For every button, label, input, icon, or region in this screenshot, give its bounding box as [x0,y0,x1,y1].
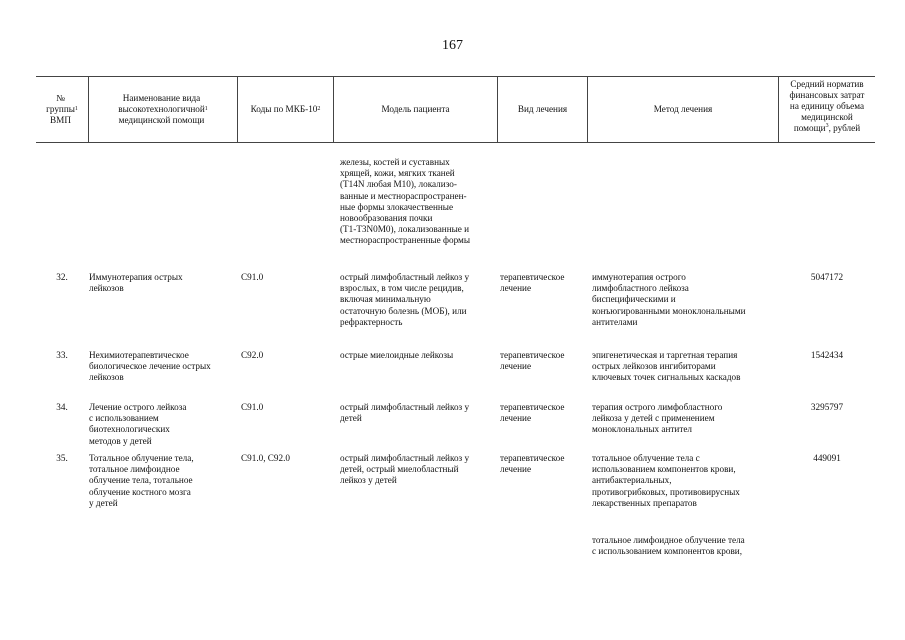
row-33-number: 33. [56,350,68,360]
row-33-patient-model: острые миелоидные лейкозы [340,350,454,360]
row-35-treatment-method: тотальное облучение тела с использованием компонентов крови, антибактериальных, противогрибковых, противовирусных лекарственных препаратов [592,453,740,508]
header-care-type-name-text: Наименование вида высокотехнологичной медицинской помощи [118,92,205,125]
row-34-patient-model: острый лимфобластный лейкоз у детей [340,402,470,424]
header-group-number: № группы ВМП 1 [46,92,78,125]
header-patient-model [334,78,497,140]
row-33-treatment-method: эпигенетическая и таргетная терапия острых лейкозов ингибиторами ключевых точек сигнальных каскадов [592,350,741,383]
row-33-average-cost: 1542434 [810,350,844,360]
row-35-patient-model: острый лимфобластный лейкоз у детей, острый миелобластный лейкоз у детей [340,453,470,486]
header-average-cost-text: Средний норматив финансовых затрат на единицу объема медицинской помощи [789,79,865,133]
row-35-number: 35. [56,453,68,463]
header-average-cost-footnote: 3 [825,122,829,129]
row-32-name: Иммунотерапия острых лейкозов [89,272,183,294]
header-average-cost-unit: , рублей [828,123,861,133]
row-35-codes: C91.0, C92.0 [241,453,291,463]
header-treatment-method-text: Метод лечения [653,103,713,114]
header-top-border [36,76,875,77]
row-32-treatment-method: иммунотерапия острого лимфобластного лейкоза биспецифическими и конъюгированными моноклональными антителами [592,272,746,327]
row-32-number: 32. [56,272,68,282]
row-34-treatment-type: терапевтическое лечение [500,402,565,424]
continuation-patient-model: железы, костей и суставных хрящей, кожи, мягких тканей (T14N любая M10), локализо- ванные и местнораспространен- ные формы злокачественные новообразования почки (T1-T3N0M0), локализованные и местнораспространенные формы [340,157,471,246]
header-patient-model-text: Модель пациента [381,103,450,114]
page-number: 167 [442,38,463,53]
header-bottom-border [36,142,875,143]
row-34-treatment-method: терапия острого лимфобластного лейкоза у детей с применением моноклональных антител [592,402,723,435]
row-34-number: 34. [56,402,68,412]
header-treatment-method [588,78,778,140]
row-32-codes: C91.0 [241,272,264,282]
header-treatment-type-text: Вид лечения [517,103,568,114]
header-icd-codes-text: Коды по МКБ-10 [250,103,318,114]
row-34-codes: C91.0 [241,402,264,412]
row-35-treatment-method-second: тотальное лимфоидное облучение тела с использованием компонентов крови, [592,535,745,557]
row-32-patient-model: острый лимфобластный лейкоз у взрослых, в том числе рецидив, включая минимальную остаточную болезнь (МОБ), или рефрактерность [340,272,470,327]
row-35-name: Тотальное облучение тела, тотальное лимфоидное облучение тела, тотальное облучение костного мозга у детей [89,453,194,508]
header-group-number-text: № группы ВМП [46,92,75,125]
row-33-treatment-type: терапевтическое лечение [500,350,565,372]
row-35-treatment-type: терапевтическое лечение [500,453,565,475]
row-35-average-cost: 449091 [813,453,841,463]
row-32-treatment-type: терапевтическое лечение [500,272,565,294]
row-33-codes: C92.0 [241,350,264,360]
row-32-average-cost: 5047172 [810,272,844,282]
header-treatment-type [498,78,587,140]
row-34-average-cost: 3295797 [810,402,844,412]
row-33-name: Нехимиотерапевтическое биологическое лечение острых лейкозов [89,350,211,383]
header-icd-codes: Коды по МКБ-10 2 [250,103,321,114]
header-care-type-name: Наименование вида высокотехнологичной медицинской помощи 1 [118,92,208,125]
header-average-cost [779,78,875,141]
row-34-name: Лечение острого лейкоза с использованием биотехнологических методов у детей [89,402,187,446]
